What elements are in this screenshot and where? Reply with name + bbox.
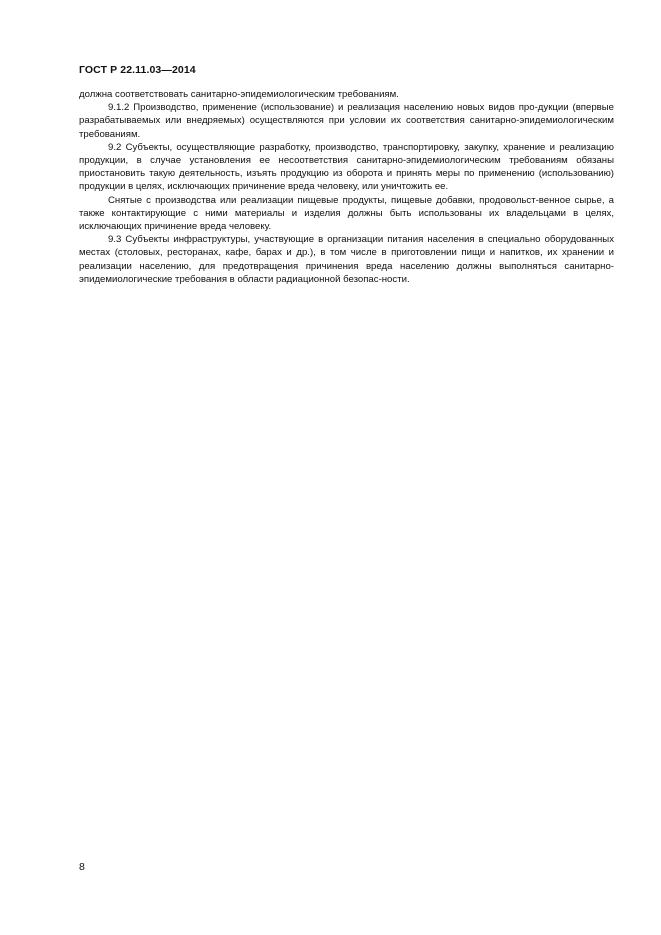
paragraph-withdrawn-products: Снятые с производства или реализации пищевые продукты, пищевые добавки, продовольст-венное сырье, а также контактирующие с ними материалы и изделия должны быть использованы их владельцами в целях, исключающих причинение вреда человеку.	[79, 194, 614, 233]
paragraph-9-1-2: 9.1.2 Производство, применение (использование) и реализация населению новых видов про-дукции (впервые разрабатываемых или внедряемых) осуществляются при условии их соответствия санитарно-эпидемиологическим требованиям.	[79, 102, 614, 140]
paragraph-9-2: 9.2 Субъекты, осуществляющие разработку, производство, транспортировку, закупку, хранение и реализацию продукции, в случае установления ее несоответствия санитарно-эпидемиологическим требованиям обязаны приостановить такую деятельность, изъять продукцию из оборота и принять меры по применению (использованию) продукции в целях, исключающих причинение вреда человеку, или уничтожить ее.	[79, 141, 614, 193]
document-header: ГОСТ Р 22.11.03—2014	[79, 64, 196, 76]
paragraph-continuation: должна соответствовать санитарно-эпидемиологическим требованиям.	[79, 89, 399, 100]
page-number: 8	[79, 861, 85, 873]
document-body	[79, 88, 614, 286]
paragraph-9-3: 9.3 Субъекты инфраструктуры, участвующие в организации питания населения в специально оборудованных местах (столовых, ресторанах, кафе, барах и др.), в том числе в приготовлении пищи и напитков, их хранении и реализации населению, для предотвращения причинения вреда населению должны выполняться санитарно-эпидемиологические требования в области радиационной безопас-ности.	[79, 234, 614, 285]
